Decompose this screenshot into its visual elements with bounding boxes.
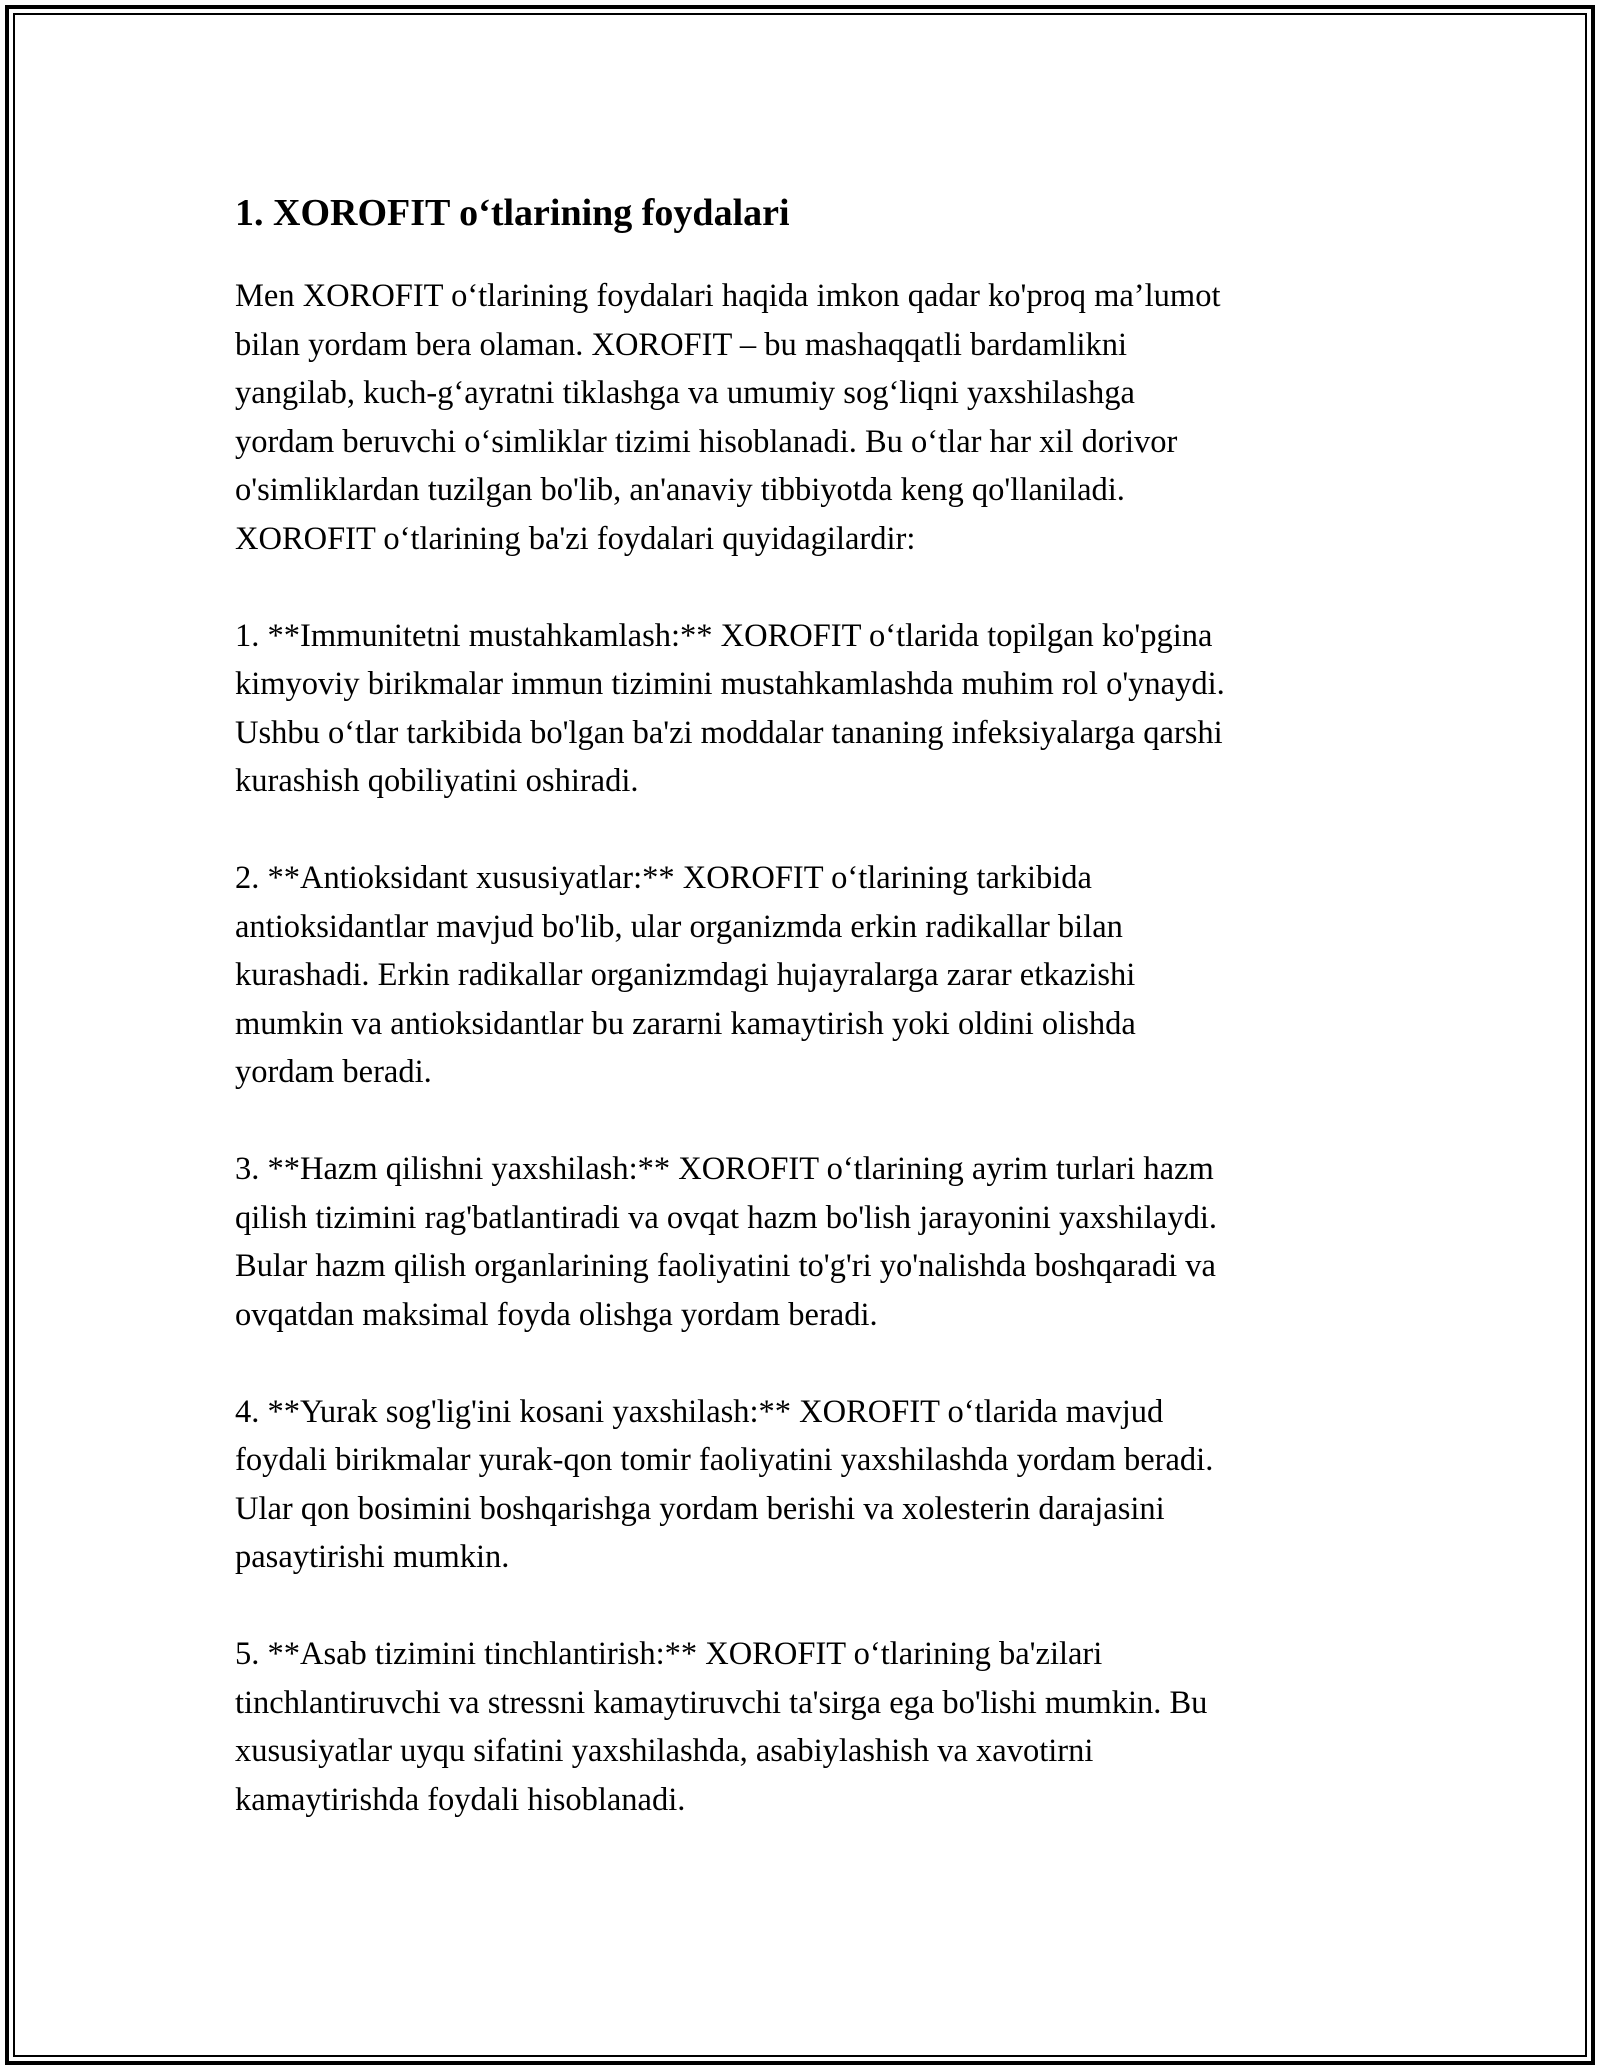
list-item-digestion: 3. **Hazm qilishni yaxshilash:** XOROFIT o‘tlarining ayrim turlari hazm qilish tizimini rag'batlantiradi va ovqat hazm bo'lish jarayonini yaxshilaydi. Bular hazm qilish organlarining faoliyatini to'g'ri yo'nalishda boshqaradi va ovqatdan maksimal foyda olishga yordam beradi. [235, 1151, 1217, 1333]
intro-paragraph: Men XOROFIT o‘tlarining foydalari haqida imkon qadar ko'proq ma’lumot bilan yordam bera olaman. XOROFIT – bu mashaqqatli bardamlikni yangilab, kuch-g‘ayratni tiklashga va umumiy sog‘liqni yaxshilashga yordam beruvchi o‘simliklar tizimi hisoblanadi. Bu o‘tlar har xil dorivor o'simliklardan tuzilgan bo'lib, an'anaviy tibbiyotda keng qo'llaniladi. XOROFIT o‘tlarining ba'zi foydalari quyidagilardir: [235, 278, 1221, 557]
list-item-immunity: 1. **Immunitetni mustahkamlash:** XOROFIT o‘tlarida topilgan ko'pgina kimyoviy birikmalar immun tizimini mustahkamlashda muhim rol o'ynaydi. Ushbu o‘tlar tarkibida bo'lgan ba'zi moddalar tananing infeksiyalarga qarshi kurashish qobiliyatini oshiradi. [235, 617, 1225, 799]
document-title: 1. XOROFIT o‘tlarining foydalari [235, 192, 790, 234]
list-item-heart-health: 4. **Yurak sog'lig'ini kosani yaxshilash:** XOROFIT o‘tlarida mavjud foydali birikmalar yurak-qon tomir faoliyatini yaxshilashda yordam beradi. Ular qon bosimini boshqarishga yordam berishi va xolesterin darajasini pasaytirishi mumkin. [235, 1393, 1214, 1575]
list-item-nervous-system: 5. **Asab tizimini tinchlantirish:** XOROFIT o‘tlarining ba'zilari tinchlantiruvchi va stressni kamaytiruvchi ta'sirga ega bo'lishi mumkin. Bu xususiyatlar uyqu sifatini yaxshilashda, asabiylashish va xavotirni kamaytirishda foydali hisoblanadi. [235, 1636, 1208, 1818]
list-item-antioxidant: 2. **Antioksidant xususiyatlar:** XOROFIT o‘tlarining tarkibida antioksidantlar mavjud bo'lib, ular organizmda erkin radikallar bilan kurashadi. Erkin radikallar organizmdagi hujayralarga zarar etkazishi mumkin va antioksidantlar bu zararni kamaytirish yoki oldini olishda yordam beradi. [235, 860, 1136, 1090]
document-body [235, 186, 1375, 1824]
